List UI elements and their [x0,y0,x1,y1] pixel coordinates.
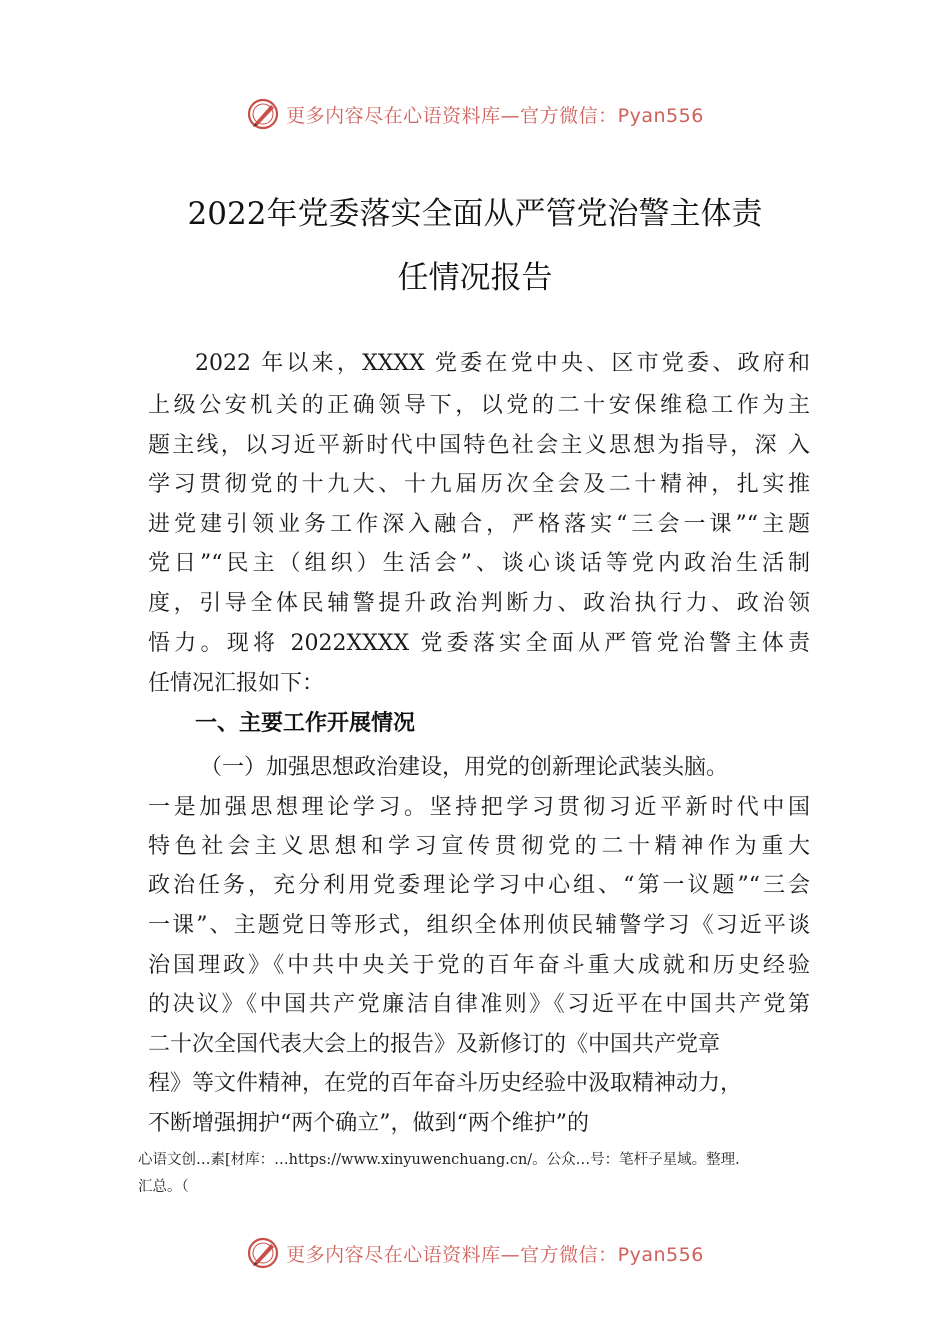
pen-seal-logo-icon [246,1236,280,1270]
paragraph-line: 一是加强思想理论学习。坚持把学习贯彻习近平新时代中国 [148,795,810,820]
intro-line: 党日”“民主（组织）生活会”、谈心谈话等党内政治生活制 [148,551,810,576]
intro-line: 进党建引领业务工作深入融合，严格落实“三会一课”“主题 [148,512,810,537]
document-title-line-1: 2022年党委落实全面从严管党治警主体责 [187,196,763,232]
intro-line: 学习贯彻党的十九大、十九届历次全会及二十精神，扎实推 [148,472,810,497]
footer-banner [0,1233,950,1273]
document-title-line-2: 任情况报告 [397,260,553,296]
intro-line: 悟力。现将 2022XXXX 党委落实全面从严管党治警主体责 [148,631,810,656]
paragraph-line: 政治任务，充分利用党委理论学习中心组、“第一议题”“三会 [148,873,810,898]
intro-line: 任情况汇报如下： [148,671,325,696]
intro-line: 上级公安机关的正确领导下，以党的二十安保维稳工作为主 [148,393,810,418]
intro-line: 2022 年以来，XXXX 党委在党中央、区市党委、政府和 [195,351,810,376]
section-subheading: （一）加强思想政治建设，用党的创新理论武装头脑。 [200,755,729,780]
paragraph-line: 治国理政》《中共中央关于党的百年奋斗重大成就和历史经验 [148,953,810,978]
section-heading: 一、主要工作开展情况 [195,711,416,736]
header-banner [0,94,950,134]
paragraph-line: 程》等文件精神，在党的百年奋斗历史经验中汲取精神动力， [148,1071,743,1096]
paragraph-line: 特色社会主义思想和学习宣传贯彻党的二十精神作为重大 [148,834,810,859]
banner-text: 更多内容尽在心语资料库—官方微信：Pyan556 [286,104,704,127]
footer-note-line-2: 汇总。（ [138,1179,189,1195]
banner-text: 更多内容尽在心语资料库—官方微信：Pyan556 [286,1243,704,1266]
paragraph-line: 一课”、主题党日等形式，组织全体刑侦民辅警学习《习近平谈 [148,913,810,938]
paragraph-line: 二十次全国代表大会上的报告》及新修订的《中国共产党章 [148,1032,721,1057]
paragraph-line: 不断增强拥护“两个确立”，做到“两个维护”的 [148,1111,589,1136]
paragraph-line: 的决议》《中国共产党廉洁自律准则》《习近平在中国共产党第 [148,992,810,1017]
pen-seal-logo-icon [246,97,280,131]
intro-line: 题主线，以习近平新时代中国特色社会主义思想为指导，深 入 [148,433,810,458]
intro-line: 度，引导全体民辅警提升政治判断力、政治执行力、政治领 [148,591,810,616]
footer-note-line-1: 心语文创…素[材库：…https://www.xinyuwenchuang.cn/。公众…号：笔杆子星域。整理. [138,1152,740,1168]
